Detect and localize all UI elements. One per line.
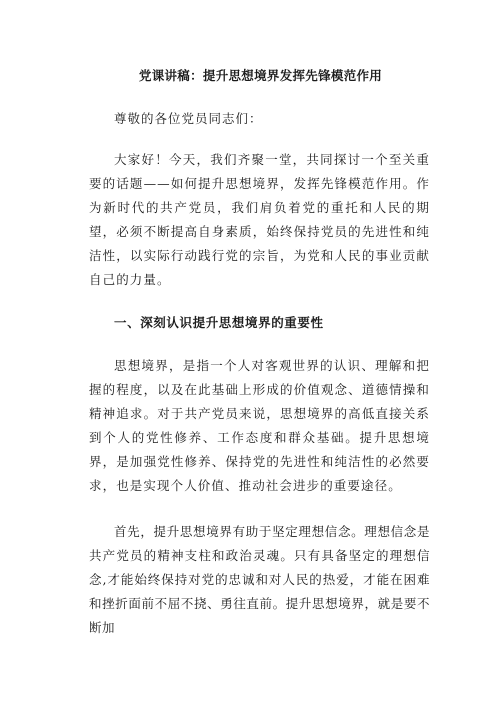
section1-paragraph-1: 思想境界，是指一个人对客观世界的认识、理解和把握的程度，以及在此基础上形成的价值观念、道德情操和精神追求。对于共产党员来说，思想境界的高低直接关系到个人的党性修养、工作态度和群众基础。提升思想境界，是加强党性修养、保持党的先进性和纯洁性的必然要求，也是实现个人价值、推动社会进步的重要途径。 (89, 358, 430, 493)
salutation: 尊敬的各位党员同志们： (114, 111, 263, 126)
section1-paragraph-2: 首先，提升思想境界有助于坚定理想信念。理想信念是共产党员的精神支柱和政治灵魂。只有具备坚定的理想信念,才能始终保持对党的忠诚和对人民的热爱，才能在困难和挫折面前不屈不挠、勇往直前。提升思想境界，就是要不断加 (89, 524, 430, 635)
intro-paragraph: 大家好！今天，我们齐聚一堂，共同探讨一个至关重要的话题——如何提升思想境界，发挥先锋模范作用。作为新时代的共产党员，我们肩负着党的重托和人民的期望，必须不断提高自身素质，始终保持党员的先进性和纯洁性，以实际行动践行党的宗旨，为党和人民的事业贡献自己的力量。 (89, 152, 430, 287)
document-title: 党课讲稿：提升思想境界发挥先锋模范作用 (138, 68, 383, 83)
section-heading-1: 一、深刻认识提升思想境界的重要性 (114, 315, 324, 330)
